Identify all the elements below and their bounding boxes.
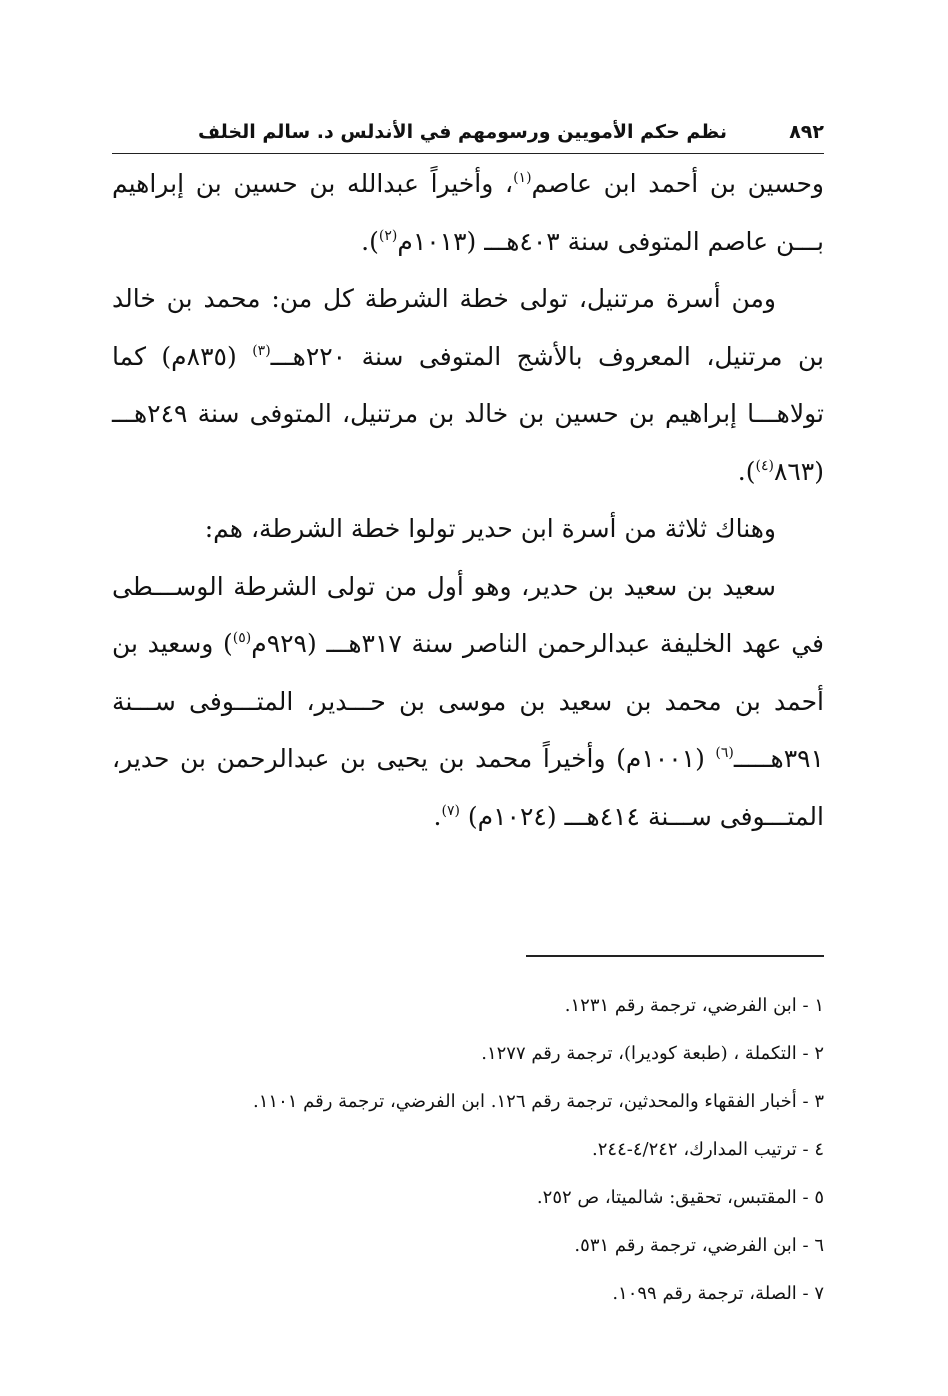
footnote-ref-5: (٥) [232, 630, 252, 646]
header-title: نظم حكم الأمويين ورسومهم في الأندلس د. سالم الخلف [198, 121, 727, 143]
paragraph-3 [112, 500, 824, 558]
text-segment: ، وأخيراً عبدالله بن حسين بن إبراهيم بـــن عاصم المتوفى سنة ٤٠٣هـــ (١٠١٣م [112, 169, 824, 256]
text-segment: سعيد بن سعيد بن حدير، وهو أول من تولى الشرطة الوســـطى في عهد الخليفة عبدالرحمن الناصر سنة ٣١٧هـــ (٩٢٩م [112, 571, 825, 658]
text-segment: (١٠٠١م) وأخيراً محمد بن يحيى بن عبدالرحمن بن حدير، المتـــوفى ســـنة ٤١٤هـــ (١٠٢٤م) [112, 744, 824, 831]
footnote-item: ٦ - ابن الفرضي، ترجمة رقم ٥٣١. [574, 1235, 824, 1256]
paragraph-4 [112, 558, 824, 846]
page-number: ٨٩٢ [789, 121, 824, 143]
text-segment: ومن أسرة مرتنيل، تولى خطة الشرطة كل من: محمد بن خالد بن مرتنيل، المعروف بالأشج المتوفى سنة ٢٢٠هـــ [112, 284, 825, 371]
footnote-item: ١ - ابن الفرضي، ترجمة رقم ١٢٣١. [564, 995, 824, 1016]
footnote-ref-7: (٧) [441, 802, 460, 819]
footnote-item: ٣ - أخبار الفقهاء والمحدثين، ترجمة رقم ١٢٦. ابن الفرضي، ترجمة رقم ١١٠١. [253, 1091, 824, 1112]
footnote-ref-3: (٣) [252, 342, 271, 359]
footnote-ref-4: (٤) [755, 457, 774, 474]
running-header [112, 113, 824, 154]
text-segment: ). [361, 226, 379, 256]
text-segment: . [433, 801, 442, 831]
footnote-item: ٤ - ترتيب المدارك، ٤/٢٤٢-٢٤٤. [592, 1139, 824, 1160]
footnote-divider [526, 955, 824, 957]
text-segment: (٨٣٥م) كما تولاهـــا إبراهيم بن حسين بن خالد بن مرتنيل، المتوفى سنة ٢٤٩هـــ (٨٦٣ [112, 341, 824, 486]
footnote-item: ٧ - الصلة، ترجمة رقم ١٠٩٩. [612, 1283, 824, 1304]
text-segment: ). [737, 456, 756, 486]
footnote-item: ٥ - المقتبس، تحقيق: شالميتا، ص ٢٥٢. [536, 1187, 824, 1208]
footnote-item: ٢ - التكملة ، (طبعة كوديرا)، ترجمة رقم ١٢٧٧. [481, 1043, 824, 1064]
paragraph-2 [112, 270, 824, 500]
text-segment: وحسين بن أحمد ابن عاصم [531, 169, 824, 198]
footnote-ref-6: (٦) [715, 745, 734, 761]
footnote-ref-1: (١) [513, 170, 532, 186]
text-segment: وهناك ثلاثة من أسرة ابن حدير تولوا خطة الشرطة، هم: [204, 514, 776, 543]
footnote-ref-2: (٢) [378, 227, 398, 244]
body-text [112, 155, 824, 845]
text-segment: ) وسعيد بن أحمد بن محمد بن سعيد بن موسى بن حـــدير، المتـــوفى ســـنة ٣٩١هـــــ [112, 629, 824, 773]
footnotes-list [112, 982, 824, 1318]
paragraph-1 [112, 155, 824, 270]
